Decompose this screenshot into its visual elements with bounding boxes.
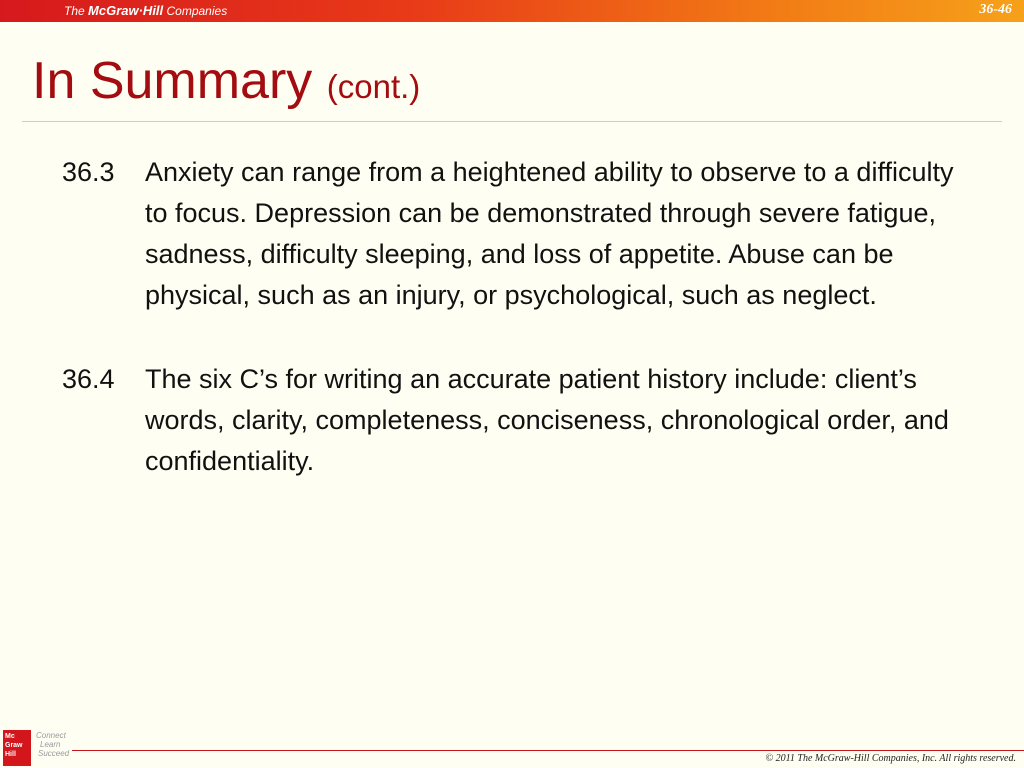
summary-item	[62, 152, 962, 316]
item-number: 36.4	[62, 364, 115, 394]
brand-name: McGraw·Hill	[88, 3, 164, 18]
header-bar	[0, 0, 1024, 22]
slide-title	[32, 50, 420, 118]
title-sub: (cont.)	[326, 68, 421, 105]
logo-line: Hill	[5, 751, 16, 758]
item-text: Anxiety can range from a heightened ability to observe to a difficulty to focus. Depression can be demonstrated through severe fatigue, sadness, difficulty sleeping, and loss of appetite. Abuse can be physical, such as an injury, or psychological, such as neglect.	[145, 157, 954, 310]
title-main: In Summary	[32, 52, 313, 110]
logo-line: Graw	[5, 742, 23, 749]
logo-line: Mc	[5, 733, 15, 740]
mcgraw-hill-logo	[3, 730, 31, 766]
summary-list	[62, 152, 962, 525]
brand-suffix: Companies	[166, 4, 228, 18]
tagline-line: Succeed	[38, 749, 70, 758]
brand-prefix: The	[64, 4, 85, 18]
slide-number: 36-46	[979, 2, 1012, 17]
tagline-line: Learn	[40, 740, 61, 749]
item-text: The six C’s for writing an accurate patient history include: client’s words, clarity, completeness, conciseness, chronological order, and confidentiality.	[145, 364, 949, 476]
logo-tagline	[36, 731, 69, 758]
tagline-line: Connect	[36, 731, 66, 740]
title-divider	[22, 121, 1002, 122]
copyright-notice: © 2011 The McGraw-Hill Companies, Inc. All rights reserved.	[765, 753, 1016, 764]
footer-divider	[72, 750, 1024, 751]
mcgraw-hill-brand	[64, 3, 227, 18]
item-number: 36.3	[62, 157, 115, 187]
summary-item	[62, 359, 962, 482]
